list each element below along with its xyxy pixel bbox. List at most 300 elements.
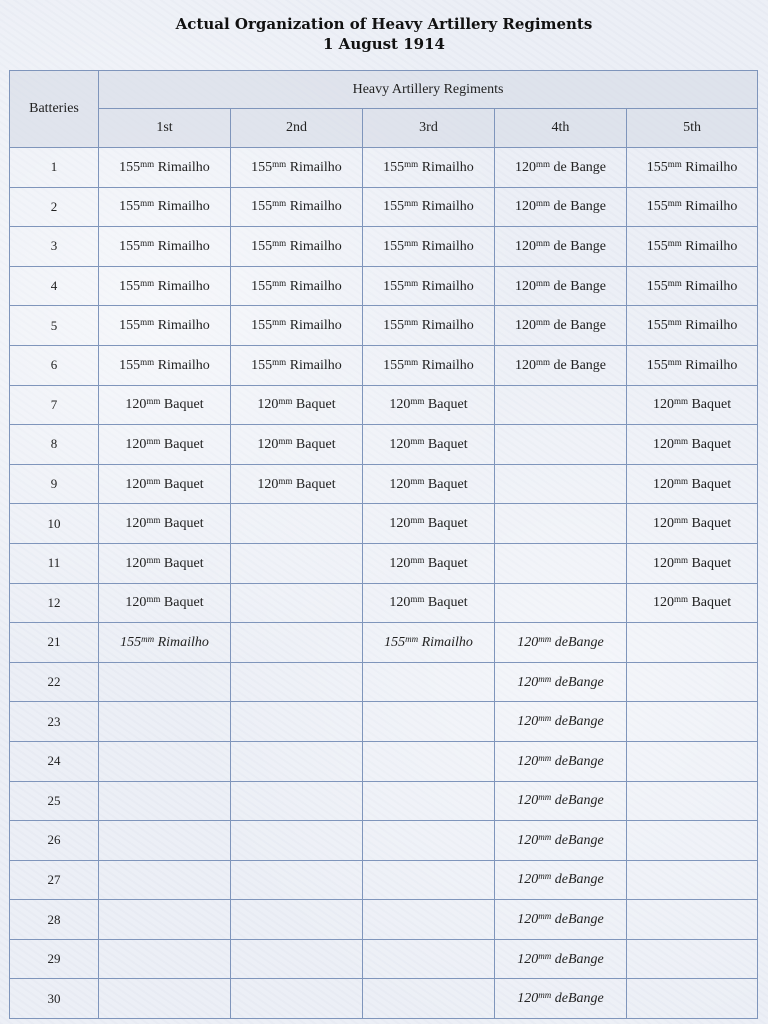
table-row	[10, 702, 758, 742]
gun-caliber: 120	[389, 436, 411, 452]
caliber-unit: mm	[404, 198, 419, 209]
gun-name: de Bange	[553, 278, 606, 294]
gun-entry	[383, 239, 474, 254]
regiment-cell	[99, 860, 231, 900]
gun-entry	[251, 358, 342, 373]
caliber-unit: mm	[538, 831, 552, 842]
gun-entry	[383, 358, 474, 373]
caliber-unit: mm	[140, 317, 155, 328]
gun-caliber: 155	[251, 278, 273, 294]
gun-caliber: 120	[125, 516, 147, 532]
caliber-unit: mm	[405, 633, 419, 644]
gun-name: Rimailho	[685, 159, 738, 175]
regiment-cell	[627, 662, 758, 702]
table-row	[10, 425, 758, 465]
table-row	[10, 306, 758, 346]
battery-number: 6	[10, 345, 99, 385]
regiment-cell	[231, 583, 363, 623]
gun-name: Baquet	[691, 476, 732, 492]
gun-caliber: 120	[125, 436, 147, 452]
gun-caliber: 120	[517, 674, 539, 690]
gun-caliber: 120	[389, 397, 411, 413]
regiment-cell	[231, 266, 363, 306]
gun-caliber: 120	[257, 436, 279, 452]
table-row	[10, 979, 758, 1019]
regiment-cell	[363, 900, 495, 940]
regiment-cell	[363, 821, 495, 861]
gun-entry	[517, 991, 603, 1006]
battery-number: 8	[10, 425, 99, 465]
battery-number: 27	[10, 860, 99, 900]
caliber-unit: mm	[272, 158, 287, 169]
gun-name: Baquet	[295, 476, 336, 492]
battery-number: 30	[10, 979, 99, 1019]
gun-caliber: 120	[652, 436, 674, 452]
gun-name: Baquet	[691, 595, 732, 611]
regiment-cell	[495, 504, 627, 544]
gun-entry	[653, 516, 731, 531]
regiment-cell	[627, 187, 758, 227]
caliber-unit: mm	[410, 515, 425, 526]
gun-entry	[653, 595, 731, 610]
gun-caliber: 120	[515, 238, 536, 254]
caliber-unit: mm	[278, 475, 293, 486]
battery-number: 3	[10, 227, 99, 267]
regiment-cell	[231, 187, 363, 227]
table-row	[10, 266, 758, 306]
regiment-cell	[99, 543, 231, 583]
gun-entry	[119, 239, 210, 254]
regiment-cell	[495, 662, 627, 702]
regiment-cell	[627, 504, 758, 544]
caliber-unit: mm	[667, 198, 682, 209]
regiment-cell	[363, 860, 495, 900]
regiment-cell	[627, 781, 758, 821]
battery-number: 11	[10, 543, 99, 583]
caliber-unit: mm	[146, 396, 161, 407]
gun-name: Baquet	[163, 595, 204, 611]
caliber-unit: mm	[272, 356, 287, 367]
gun-name: Rimailho	[421, 238, 474, 254]
gun-entry	[384, 635, 473, 650]
caliber-unit: mm	[536, 277, 551, 288]
gun-entry	[517, 675, 603, 690]
regiment-cell	[627, 979, 758, 1019]
battery-number: 2	[10, 187, 99, 227]
regiment-cell	[495, 385, 627, 425]
gun-entry	[653, 477, 731, 492]
table-row	[10, 939, 758, 979]
caliber-unit: mm	[538, 713, 552, 724]
gun-name: Rimailho	[289, 199, 342, 215]
table-row	[10, 464, 758, 504]
gun-entry	[251, 318, 342, 333]
gun-name: deBange	[554, 951, 604, 967]
gun-entry	[647, 279, 738, 294]
gun-entry	[389, 556, 467, 571]
regiment-cell	[627, 741, 758, 781]
gun-name: Rimailho	[289, 357, 342, 373]
table-row	[10, 821, 758, 861]
regiment-cell	[99, 504, 231, 544]
regiment-cell	[495, 266, 627, 306]
regiment-cell	[363, 187, 495, 227]
caliber-unit: mm	[404, 356, 419, 367]
table-row	[10, 385, 758, 425]
gun-entry	[517, 872, 603, 887]
caliber-unit: mm	[140, 277, 155, 288]
gun-entry	[125, 437, 203, 452]
regiment-cell	[363, 385, 495, 425]
gun-entry	[125, 397, 203, 412]
gun-name: Baquet	[163, 397, 204, 413]
gun-caliber: 120	[125, 476, 147, 492]
gun-caliber: 155	[119, 278, 141, 294]
regiment-cell	[495, 741, 627, 781]
gun-caliber: 155	[119, 318, 141, 334]
regiment-cell	[627, 583, 758, 623]
gun-caliber: 120	[389, 595, 411, 611]
gun-entry	[517, 754, 603, 769]
caliber-unit: mm	[538, 911, 552, 922]
gun-name: de Bange	[553, 357, 606, 373]
regiment-cell	[231, 543, 363, 583]
regiment-cell	[363, 227, 495, 267]
caliber-unit: mm	[538, 673, 552, 684]
gun-caliber: 120	[515, 357, 536, 373]
caliber-unit: mm	[410, 594, 425, 605]
gun-caliber: 120	[515, 318, 536, 334]
caliber-unit: mm	[404, 237, 419, 248]
gun-caliber: 120	[257, 397, 279, 413]
table-row	[10, 227, 758, 267]
regiment-cell	[231, 702, 363, 742]
gun-entry	[383, 160, 474, 175]
gun-name: deBange	[554, 991, 604, 1007]
gun-caliber: 120	[652, 595, 674, 611]
caliber-unit: mm	[667, 356, 682, 367]
caliber-unit: mm	[140, 356, 155, 367]
gun-name: Baquet	[163, 516, 204, 532]
caliber-unit: mm	[536, 237, 551, 248]
gun-entry	[653, 556, 731, 571]
gun-entry	[647, 318, 738, 333]
gun-name: Baquet	[691, 397, 732, 413]
gun-name: Rimailho	[421, 318, 474, 334]
regiment-header-4th: 4th	[495, 109, 627, 148]
gun-caliber: 120	[515, 278, 536, 294]
gun-entry	[251, 199, 342, 214]
caliber-unit: mm	[673, 515, 688, 526]
caliber-unit: mm	[536, 198, 551, 209]
gun-caliber: 155	[383, 199, 405, 215]
regiment-cell	[99, 702, 231, 742]
caliber-unit: mm	[536, 317, 551, 328]
battery-number: 26	[10, 821, 99, 861]
regiment-cell	[363, 623, 495, 663]
gun-entry	[120, 635, 209, 650]
regiment-cell	[495, 979, 627, 1019]
caliber-unit: mm	[410, 435, 425, 446]
table-row	[10, 148, 758, 188]
regiment-cell	[231, 781, 363, 821]
regiment-cell	[627, 702, 758, 742]
regiment-cell	[99, 266, 231, 306]
gun-name: Rimailho	[157, 159, 210, 175]
regiment-cell	[363, 504, 495, 544]
regiment-cell	[231, 623, 363, 663]
gun-caliber: 120	[517, 793, 539, 809]
gun-entry	[517, 833, 603, 848]
gun-caliber: 155	[120, 634, 142, 650]
gun-caliber: 120	[652, 397, 674, 413]
regiment-cell	[495, 860, 627, 900]
caliber-unit: mm	[538, 752, 552, 763]
regiment-cell	[363, 781, 495, 821]
gun-caliber: 155	[251, 159, 273, 175]
caliber-unit: mm	[536, 158, 551, 169]
battery-number: 25	[10, 781, 99, 821]
regiment-cell	[495, 702, 627, 742]
gun-name: Rimailho	[685, 318, 738, 334]
regiment-cell	[231, 979, 363, 1019]
gun-caliber: 120	[652, 516, 674, 532]
regiment-cell	[99, 741, 231, 781]
table-row	[10, 900, 758, 940]
regiment-cell	[495, 227, 627, 267]
gun-name: Rimailho	[289, 318, 342, 334]
title-line-1: Actual Organization of Heavy Artillery Regiments	[175, 15, 593, 33]
regiment-cell	[99, 306, 231, 346]
gun-caliber: 155	[646, 278, 668, 294]
table-body	[10, 148, 758, 1019]
gun-caliber: 120	[517, 912, 539, 928]
regiment-cell	[495, 781, 627, 821]
caliber-unit: mm	[404, 277, 419, 288]
regiment-cell	[627, 900, 758, 940]
gun-caliber: 155	[251, 199, 273, 215]
gun-entry	[647, 239, 738, 254]
regiment-cell	[231, 741, 363, 781]
battery-number: 4	[10, 266, 99, 306]
regiment-cell	[627, 345, 758, 385]
table-row	[10, 504, 758, 544]
caliber-unit: mm	[667, 317, 682, 328]
gun-entry	[257, 397, 335, 412]
gun-caliber: 120	[515, 199, 536, 215]
gun-entry	[647, 358, 738, 373]
caliber-unit: mm	[673, 594, 688, 605]
gun-entry	[125, 477, 203, 492]
gun-name: Rimailho	[685, 238, 738, 254]
gun-entry	[119, 358, 210, 373]
gun-name: deBange	[554, 674, 604, 690]
regiment-cell	[495, 425, 627, 465]
gun-name: deBange	[554, 714, 604, 730]
gun-name: Rimailho	[421, 634, 473, 650]
gun-name: Rimailho	[421, 278, 474, 294]
regiment-cell	[231, 860, 363, 900]
gun-entry	[389, 516, 467, 531]
gun-entry	[517, 912, 603, 927]
gun-entry	[119, 160, 210, 175]
gun-caliber: 155	[119, 357, 141, 373]
regiment-cell	[627, 385, 758, 425]
regiment-cell	[99, 187, 231, 227]
regiment-cell	[495, 900, 627, 940]
gun-entry	[647, 199, 738, 214]
caliber-unit: mm	[538, 792, 552, 803]
gun-entry	[257, 437, 335, 452]
regiment-cell	[495, 543, 627, 583]
regiment-header-3rd: 3rd	[363, 109, 495, 148]
regiment-cell	[363, 543, 495, 583]
gun-name: deBange	[554, 793, 604, 809]
gun-name: Rimailho	[157, 238, 210, 254]
table-row	[10, 623, 758, 663]
table-row	[10, 345, 758, 385]
gun-name: Rimailho	[157, 278, 210, 294]
gun-entry	[653, 397, 731, 412]
gun-entry	[515, 160, 606, 175]
gun-name: Baquet	[427, 436, 468, 452]
regiment-cell	[363, 741, 495, 781]
gun-name: Rimailho	[289, 159, 342, 175]
gun-caliber: 155	[646, 199, 668, 215]
caliber-unit: mm	[272, 198, 287, 209]
gun-name: Rimailho	[421, 357, 474, 373]
gun-caliber: 120	[517, 634, 539, 650]
caliber-unit: mm	[272, 317, 287, 328]
regiment-cell	[363, 979, 495, 1019]
gun-entry	[119, 199, 210, 214]
regiment-cell	[627, 464, 758, 504]
gun-name: Rimailho	[421, 159, 474, 175]
regiment-header-2nd: 2nd	[231, 109, 363, 148]
gun-caliber: 155	[119, 159, 141, 175]
regiment-cell	[363, 583, 495, 623]
caliber-unit: mm	[146, 594, 161, 605]
regiment-cell	[495, 306, 627, 346]
caliber-unit: mm	[667, 277, 682, 288]
regiments-group-header: Heavy Artillery Regiments	[99, 71, 758, 109]
gun-entry	[383, 199, 474, 214]
gun-caliber: 155	[383, 159, 405, 175]
gun-caliber: 155	[384, 634, 406, 650]
regiment-cell	[231, 425, 363, 465]
gun-entry	[383, 318, 474, 333]
gun-caliber: 120	[125, 595, 147, 611]
gun-entry	[389, 595, 467, 610]
gun-caliber: 155	[646, 159, 668, 175]
regiment-cell	[99, 939, 231, 979]
regiment-cell	[495, 464, 627, 504]
gun-name: Baquet	[163, 476, 204, 492]
regiment-cell	[627, 306, 758, 346]
gun-name: Rimailho	[289, 278, 342, 294]
gun-entry	[517, 714, 603, 729]
gun-name: Baquet	[691, 436, 732, 452]
gun-caliber: 120	[517, 753, 539, 769]
regiment-cell	[231, 821, 363, 861]
gun-caliber: 120	[517, 951, 539, 967]
gun-name: Baquet	[427, 595, 468, 611]
gun-entry	[389, 437, 467, 452]
regiment-cell	[363, 266, 495, 306]
regiment-cell	[363, 425, 495, 465]
gun-name: deBange	[554, 912, 604, 928]
gun-name: deBange	[554, 753, 604, 769]
caliber-unit: mm	[146, 515, 161, 526]
table-row	[10, 187, 758, 227]
regiment-cell	[363, 464, 495, 504]
gun-entry	[383, 279, 474, 294]
regiment-cell	[231, 385, 363, 425]
gun-name: Rimailho	[157, 634, 209, 650]
gun-caliber: 120	[389, 516, 411, 532]
gun-entry	[251, 160, 342, 175]
gun-name: Baquet	[163, 555, 204, 571]
gun-name: Rimailho	[157, 357, 210, 373]
gun-entry	[515, 279, 606, 294]
battery-number: 7	[10, 385, 99, 425]
battery-number: 9	[10, 464, 99, 504]
caliber-unit: mm	[536, 356, 551, 367]
regiment-cell	[363, 306, 495, 346]
caliber-unit: mm	[146, 435, 161, 446]
caliber-unit: mm	[673, 396, 688, 407]
gun-entry	[125, 516, 203, 531]
gun-name: de Bange	[553, 238, 606, 254]
gun-name: Baquet	[163, 436, 204, 452]
regiment-cell	[495, 939, 627, 979]
gun-caliber: 120	[517, 714, 539, 730]
document-title	[0, 14, 768, 54]
regiment-cell	[99, 821, 231, 861]
gun-caliber: 120	[517, 991, 539, 1007]
gun-caliber: 120	[517, 832, 539, 848]
gun-caliber: 155	[646, 357, 668, 373]
gun-entry	[125, 556, 203, 571]
gun-name: Baquet	[691, 555, 732, 571]
gun-name: Rimailho	[157, 318, 210, 334]
gun-name: deBange	[554, 832, 604, 848]
caliber-unit: mm	[146, 554, 161, 565]
gun-name: deBange	[554, 634, 604, 650]
regiment-cell	[363, 662, 495, 702]
caliber-unit: mm	[404, 158, 419, 169]
regiment-cell	[99, 425, 231, 465]
battery-number: 28	[10, 900, 99, 940]
gun-name: de Bange	[553, 159, 606, 175]
battery-number: 5	[10, 306, 99, 346]
gun-entry	[251, 239, 342, 254]
table-row	[10, 781, 758, 821]
regiment-cell	[495, 148, 627, 188]
caliber-unit: mm	[278, 396, 293, 407]
caliber-unit: mm	[673, 435, 688, 446]
caliber-unit: mm	[538, 633, 552, 644]
regiment-cell	[99, 345, 231, 385]
regiment-cell	[495, 623, 627, 663]
regiment-cell	[627, 425, 758, 465]
regiment-cell	[627, 939, 758, 979]
caliber-unit: mm	[404, 317, 419, 328]
battery-number: 1	[10, 148, 99, 188]
regiment-cell	[363, 939, 495, 979]
caliber-unit: mm	[410, 396, 425, 407]
regiment-cell	[231, 345, 363, 385]
